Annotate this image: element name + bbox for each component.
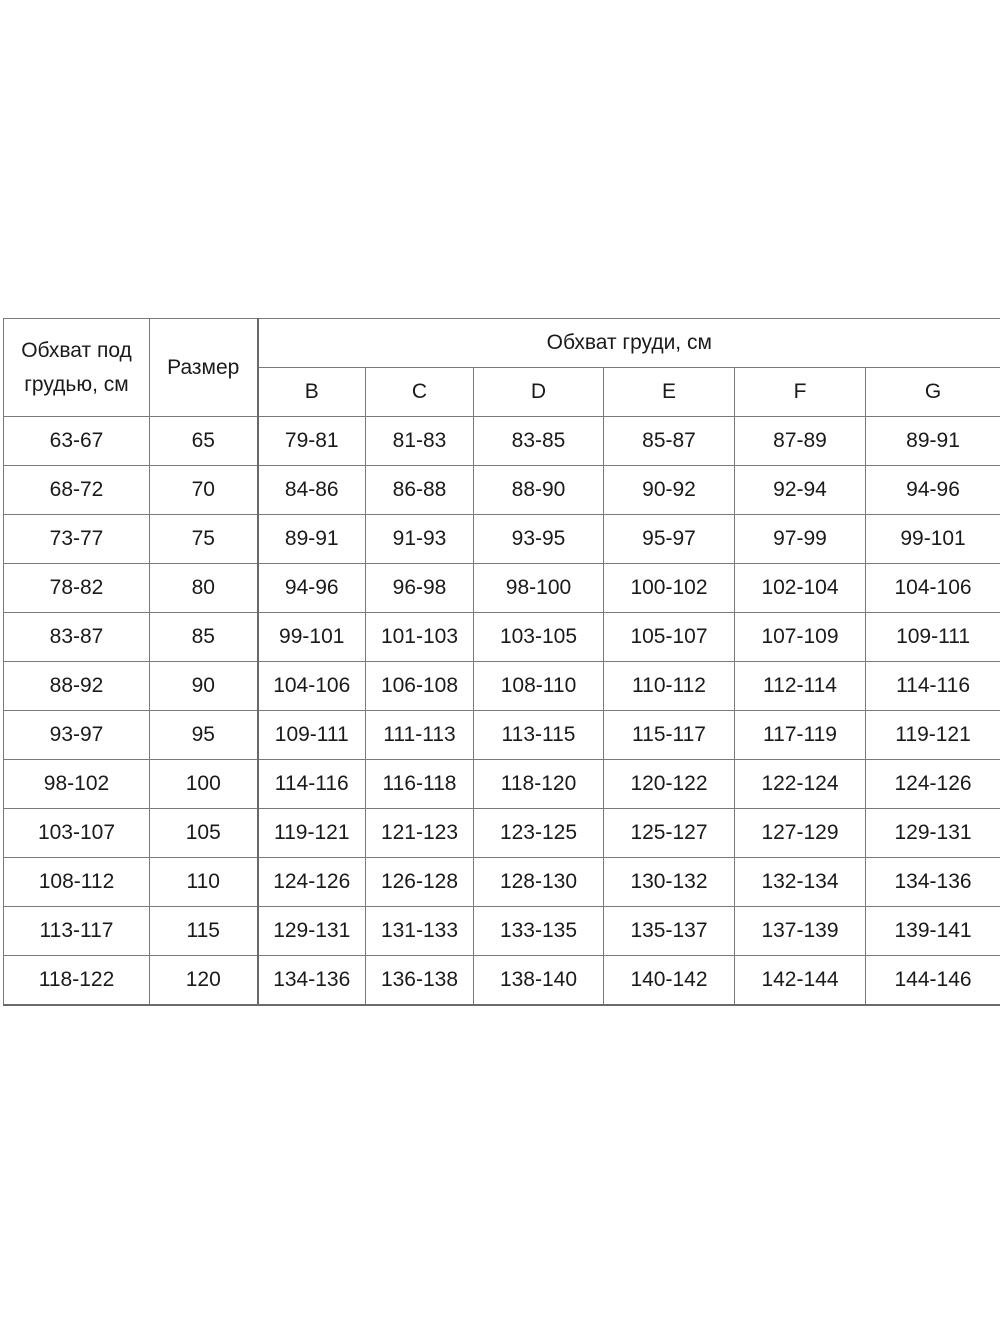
table-body: [4, 417, 1000, 1006]
header-cup: E: [604, 368, 735, 417]
bust-cell: 126-128: [366, 858, 474, 907]
size-cell: 75: [150, 515, 258, 564]
table-row: [4, 907, 1000, 956]
bust-cell: 104-106: [866, 564, 1000, 613]
bust-cell: 118-120: [474, 760, 604, 809]
bust-cell: 86-88: [366, 466, 474, 515]
header-cup: B: [258, 368, 366, 417]
table-row: [4, 809, 1000, 858]
header-row-top: [4, 319, 1000, 368]
underbust-cell: 108-112: [4, 858, 150, 907]
table-row: [4, 515, 1000, 564]
bust-cell: 119-121: [258, 809, 366, 858]
header-size: Размер: [150, 319, 258, 417]
bust-cell: 139-141: [866, 907, 1000, 956]
bust-cell: 119-121: [866, 711, 1000, 760]
bust-cell: 134-136: [866, 858, 1000, 907]
header-underbust: Обхват под грудью, см: [4, 319, 150, 417]
bust-cell: 79-81: [258, 417, 366, 466]
size-cell: 65: [150, 417, 258, 466]
bust-cell: 92-94: [735, 466, 866, 515]
bust-cell: 102-104: [735, 564, 866, 613]
size-cell: 85: [150, 613, 258, 662]
bust-cell: 106-108: [366, 662, 474, 711]
size-cell: 100: [150, 760, 258, 809]
bust-cell: 99-101: [866, 515, 1000, 564]
bust-cell: 137-139: [735, 907, 866, 956]
bust-cell: 120-122: [604, 760, 735, 809]
bust-cell: 110-112: [604, 662, 735, 711]
bust-cell: 132-134: [735, 858, 866, 907]
size-cell: 110: [150, 858, 258, 907]
bust-cell: 89-91: [258, 515, 366, 564]
bust-cell: 129-131: [866, 809, 1000, 858]
bust-cell: 84-86: [258, 466, 366, 515]
bust-cell: 112-114: [735, 662, 866, 711]
bust-cell: 91-93: [366, 515, 474, 564]
table-row: [4, 564, 1000, 613]
bust-cell: 122-124: [735, 760, 866, 809]
underbust-cell: 68-72: [4, 466, 150, 515]
bust-cell: 127-129: [735, 809, 866, 858]
bust-cell: 121-123: [366, 809, 474, 858]
bust-cell: 109-111: [866, 613, 1000, 662]
bust-cell: 90-92: [604, 466, 735, 515]
bust-cell: 107-109: [735, 613, 866, 662]
header-cup: D: [474, 368, 604, 417]
underbust-cell: 98-102: [4, 760, 150, 809]
table-row: [4, 662, 1000, 711]
bust-cell: 85-87: [604, 417, 735, 466]
header-cup: C: [366, 368, 474, 417]
table-row: [4, 613, 1000, 662]
table-row: [4, 760, 1000, 809]
bust-cell: 89-91: [866, 417, 1000, 466]
underbust-cell: 118-122: [4, 956, 150, 1006]
header-cup: F: [735, 368, 866, 417]
underbust-cell: 63-67: [4, 417, 150, 466]
bust-cell: 100-102: [604, 564, 735, 613]
bust-cell: 140-142: [604, 956, 735, 1006]
table-row: [4, 417, 1000, 466]
size-cell: 95: [150, 711, 258, 760]
bust-cell: 135-137: [604, 907, 735, 956]
bust-cell: 94-96: [258, 564, 366, 613]
size-cell: 115: [150, 907, 258, 956]
bust-cell: 138-140: [474, 956, 604, 1006]
size-cell: 120: [150, 956, 258, 1006]
bust-cell: 99-101: [258, 613, 366, 662]
bust-cell: 83-85: [474, 417, 604, 466]
underbust-cell: 113-117: [4, 907, 150, 956]
table-row: [4, 711, 1000, 760]
bust-cell: 136-138: [366, 956, 474, 1006]
bust-cell: 113-115: [474, 711, 604, 760]
bust-cell: 97-99: [735, 515, 866, 564]
underbust-cell: 78-82: [4, 564, 150, 613]
table-row: [4, 956, 1000, 1006]
table-row: [4, 466, 1000, 515]
bust-cell: 101-103: [366, 613, 474, 662]
underbust-cell: 88-92: [4, 662, 150, 711]
bust-cell: 142-144: [735, 956, 866, 1006]
underbust-cell: 73-77: [4, 515, 150, 564]
bust-cell: 124-126: [258, 858, 366, 907]
bust-cell: 129-131: [258, 907, 366, 956]
underbust-cell: 93-97: [4, 711, 150, 760]
bust-cell: 81-83: [366, 417, 474, 466]
bust-cell: 108-110: [474, 662, 604, 711]
bust-cell: 98-100: [474, 564, 604, 613]
bust-cell: 96-98: [366, 564, 474, 613]
bust-cell: 133-135: [474, 907, 604, 956]
bust-cell: 114-116: [866, 662, 1000, 711]
bust-cell: 93-95: [474, 515, 604, 564]
bust-cell: 111-113: [366, 711, 474, 760]
bust-cell: 134-136: [258, 956, 366, 1006]
bust-cell: 104-106: [258, 662, 366, 711]
header-bust: Обхват груди, см: [258, 319, 1000, 368]
bust-cell: 115-117: [604, 711, 735, 760]
bust-cell: 114-116: [258, 760, 366, 809]
bust-cell: 88-90: [474, 466, 604, 515]
bust-cell: 103-105: [474, 613, 604, 662]
size-chart-table: [3, 318, 1000, 1006]
underbust-cell: 83-87: [4, 613, 150, 662]
bust-cell: 94-96: [866, 466, 1000, 515]
header-cup: G: [866, 368, 1000, 417]
table-row: [4, 858, 1000, 907]
bust-cell: 131-133: [366, 907, 474, 956]
bust-cell: 128-130: [474, 858, 604, 907]
bust-cell: 87-89: [735, 417, 866, 466]
size-cell: 90: [150, 662, 258, 711]
bust-cell: 117-119: [735, 711, 866, 760]
size-cell: 70: [150, 466, 258, 515]
bust-cell: 109-111: [258, 711, 366, 760]
bust-cell: 124-126: [866, 760, 1000, 809]
bust-cell: 105-107: [604, 613, 735, 662]
size-cell: 80: [150, 564, 258, 613]
bust-cell: 116-118: [366, 760, 474, 809]
bust-cell: 130-132: [604, 858, 735, 907]
size-cell: 105: [150, 809, 258, 858]
underbust-cell: 103-107: [4, 809, 150, 858]
bust-cell: 125-127: [604, 809, 735, 858]
bust-cell: 123-125: [474, 809, 604, 858]
bust-cell: 95-97: [604, 515, 735, 564]
bust-cell: 144-146: [866, 956, 1000, 1006]
